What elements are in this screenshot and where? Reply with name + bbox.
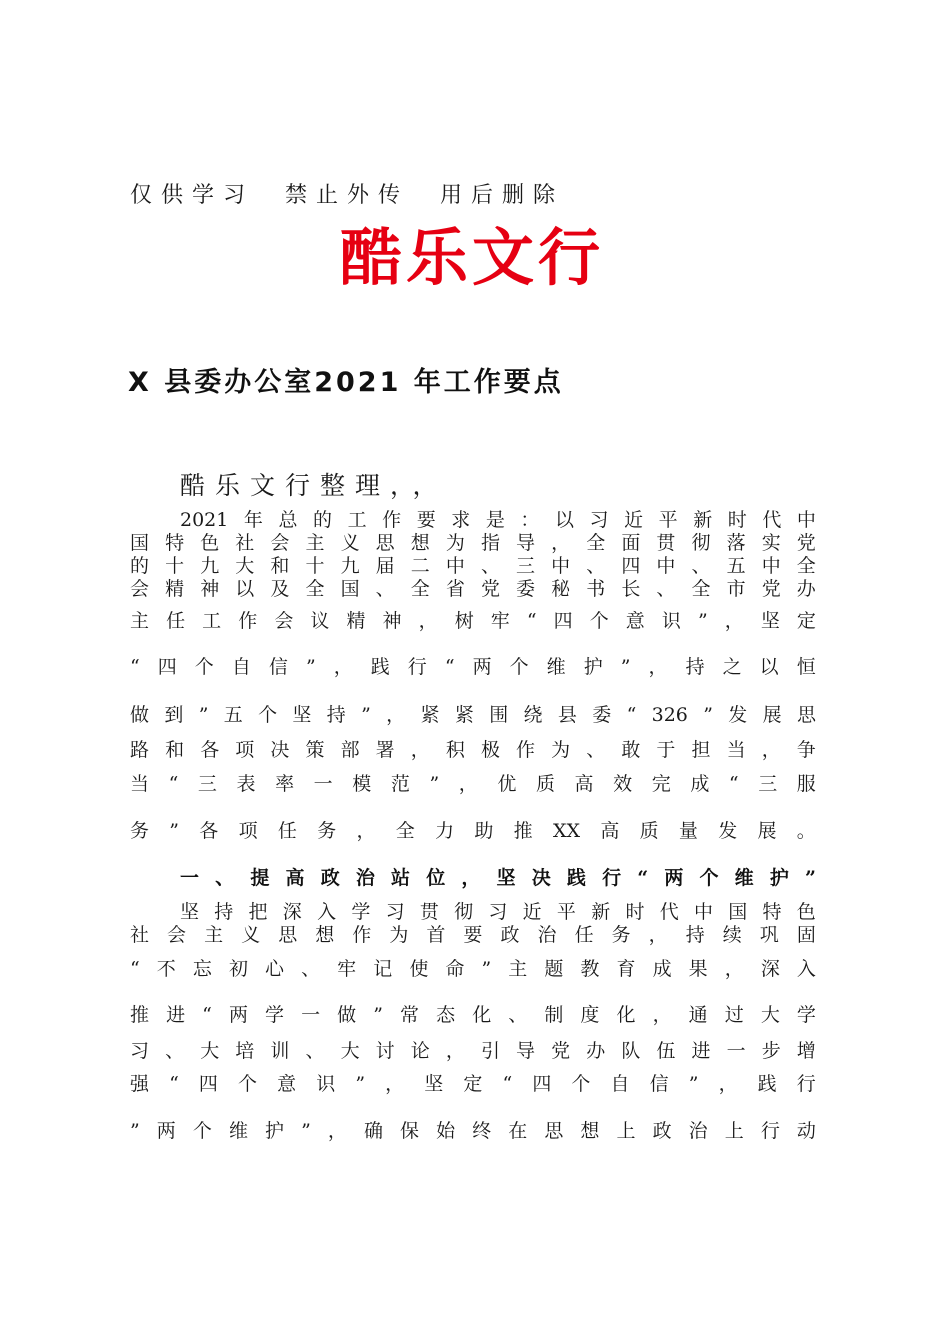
body-line: “ 不 忘 初 心 、 牢 记 使 命 ” 主 题 教 育 成 果 ， 深 入 — [130, 958, 816, 980]
section-heading: 一 、 提 高 政 治 站 位 ， 坚 决 践 行 “ 两 个 维 护 ” — [180, 867, 816, 889]
body-line: 推 进 “ 两 学 一 做 ” 常 态 化 、 制 度 化 ， 通 过 大 学 — [130, 1004, 816, 1026]
body-line: ” 两 个 维 护 ” ， 确 保 始 终 在 思 想 上 政 治 上 行 动 — [130, 1120, 816, 1142]
body-line: 做 到 ” 五 个 坚 持 ” ， 紧 紧 围 绕 县 委 “ 326 ” 发 展 思 — [130, 704, 816, 726]
body-line: 坚 持 把 深 入 学 习 贯 彻 习 近 平 新 时 代 中 国 特 色 — [180, 901, 816, 923]
body-line: 会 精 神 以 及 全 国 、 全 省 党 委 秘 书 长 、 全 市 党 办 — [130, 578, 816, 600]
body-line: 路 和 各 项 决 策 部 署 ， 积 极 作 为 、 敢 于 担 当 ， 争 — [130, 739, 816, 761]
body-line: 当 “ 三 表 率 一 模 范 ” ， 优 质 高 效 完 成 “ 三 服 — [130, 773, 816, 795]
body-line: 强 “ 四 个 意 识 ” ， 坚 定 “ 四 个 自 信 ” ， 践 行 — [130, 1073, 816, 1095]
compiler-note: 酷乐文行整理，， — [180, 471, 448, 500]
body-line: 社 会 主 义 思 想 作 为 首 要 政 治 任 务 ， 持 续 巩 固 — [130, 924, 816, 946]
body-line: 的 十 九 大 和 十 九 届 二 中 、 三 中 、 四 中 、 五 中 全 — [130, 555, 816, 577]
usage-notice: 仅供学习 禁止外传 用后删除 — [130, 183, 565, 208]
brand-title: 酷乐文行 — [340, 221, 605, 294]
body-line: 务 ” 各 项 任 务 ， 全 力 助 推 XX 高 质 量 发 展 。 — [130, 820, 816, 842]
body-line: 国 特 色 社 会 主 义 思 想 为 指 导 ， 全 面 贯 彻 落 实 党 — [130, 532, 816, 554]
body-line: “ 四 个 自 信 ” ， 践 行 “ 两 个 维 护 ” ， 持 之 以 恒 — [130, 656, 816, 678]
body-line: 习 、 大 培 训 、 大 讨 论 ， 引 导 党 办 队 伍 进 一 步 增 — [130, 1040, 816, 1062]
body-line: 主 任 工 作 会 议 精 神 ， 树 牢 “ 四 个 意 识 ” ， 坚 定 — [130, 610, 816, 632]
body-line: 2021 年 总 的 工 作 要 求 是 ： 以 习 近 平 新 时 代 中 — [180, 509, 816, 531]
document-title: X 县委办公室2021 年工作要点 — [128, 367, 564, 398]
